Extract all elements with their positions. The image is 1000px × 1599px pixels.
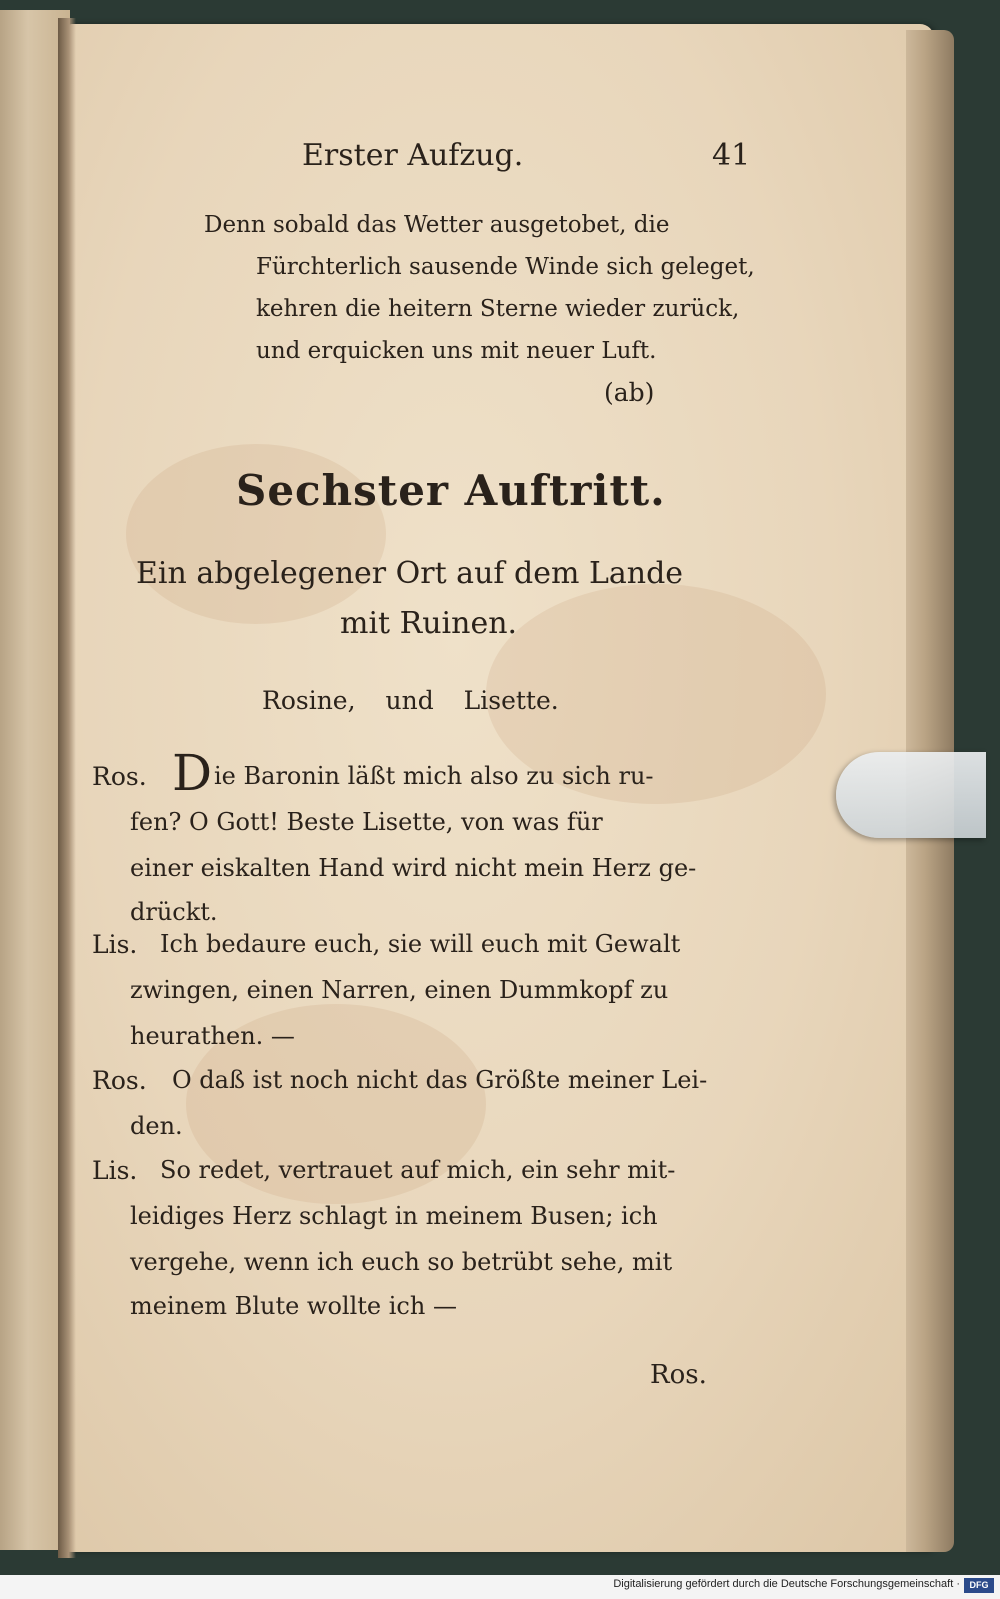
running-head: Erster Aufzug. <box>302 138 524 173</box>
speech-line: O daß ist noch nicht das Größte meiner Lei- <box>172 1066 708 1094</box>
speech-line: So redet, vertrauet auf mich, ein sehr mit- <box>160 1156 676 1184</box>
speaker-label: Ros. <box>92 1066 147 1095</box>
scene-setting-line: Ein abgelegener Ort auf dem Lande <box>136 556 684 591</box>
speech-line: heurathen. — <box>130 1022 295 1050</box>
speech-line: fen? O Gott! Beste Lisette, von was für <box>130 808 603 836</box>
characters-list: Rosine, und Lisette. <box>262 686 559 715</box>
page-number: 41 <box>712 138 751 173</box>
verse-line: kehren die heitern Sterne wieder zurück, <box>256 296 740 322</box>
speech-line: drückt. <box>130 898 218 926</box>
book-gutter <box>58 18 76 1558</box>
catchword: Ros. <box>650 1360 707 1390</box>
speech-line: leidiges Herz schlagt in meinem Busen; ich <box>130 1202 658 1230</box>
verse-line: und erquicken uns mit neuer Luft. <box>256 338 657 364</box>
scene-setting-line: mit Ruinen. <box>340 606 518 641</box>
speaker-label: Lis. <box>92 1156 138 1185</box>
speech-line: einer eiskalten Hand wird nicht mein Herz ge- <box>130 854 697 882</box>
speech-line: vergehe, wenn ich euch so betrübt sehe, mit <box>130 1248 673 1276</box>
scene-title: Sechster Auftritt. <box>236 466 666 515</box>
stage-direction: (ab) <box>604 378 655 407</box>
verse-line: Denn sobald das Wetter ausgetobet, die <box>204 212 670 238</box>
speaker-label: Ros. <box>92 762 147 791</box>
speech-line: Ich bedaure euch, sie will euch mit Gewalt <box>160 930 681 958</box>
dfg-logo-icon: DFG <box>964 1578 994 1593</box>
speech-line: den. <box>130 1112 183 1140</box>
page-holder-clip <box>836 752 986 838</box>
footer-credit: Digitalisierung gefördert durch die Deutsche Forschungsgemeinschaft · <box>613 1578 960 1590</box>
drop-cap: D <box>172 744 213 802</box>
speech-line: ie Baronin läßt mich also zu sich ru- <box>214 762 654 790</box>
speaker-label: Lis. <box>92 930 138 959</box>
speech-line: meinem Blute wollte ich — <box>130 1292 457 1320</box>
verse-line: Fürchterlich sausende Winde sich geleget, <box>256 254 755 280</box>
speech-line: zwingen, einen Narren, einen Dummkopf zu <box>130 976 669 1004</box>
